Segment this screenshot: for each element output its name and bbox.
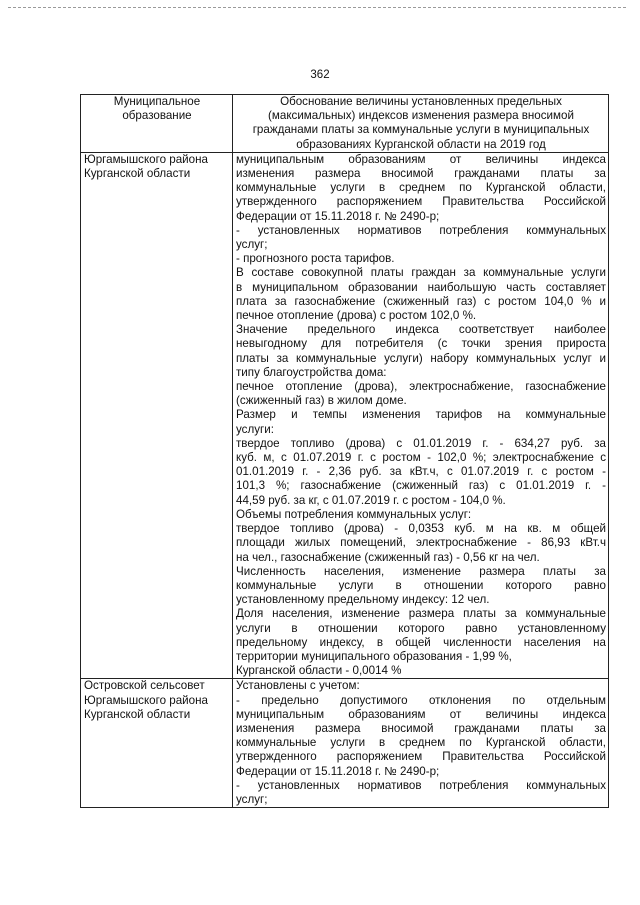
- text-line: муниципальным образованиям от величины индекса: [236, 152, 606, 166]
- text-line: - предельно допустимого отклонения по отдельным: [236, 693, 606, 707]
- municipality-line: Юргамышского района: [84, 152, 208, 166]
- header-line: (максимальных) индексов изменения размера вносимой: [268, 109, 574, 123]
- text-line: 101,3 %; газоснабжение (сжиженный газ) с 01.01.2019 г. -: [236, 479, 606, 493]
- text-line: площади жилых помещений, электроснабжение - 86,93 кВт.ч: [236, 536, 606, 550]
- text-line: услуги:: [236, 422, 274, 436]
- text-line: печное отопление (дрова) с ростом 102,0 %.: [236, 309, 477, 323]
- header-line: Обоснование величины установленных предельных: [280, 95, 562, 108]
- text-line: утвержденного распоряжением Правительства Российской: [236, 195, 606, 209]
- table-row: [81, 679, 609, 808]
- text-line: предельному индексу, в общей численности населения на: [236, 635, 606, 649]
- text-line: типу благоустройства дома:: [236, 365, 387, 379]
- text-line: куб. м, с 01.07.2019 г. с ростом - 102,0 %; электроснабжение с: [236, 451, 606, 465]
- scan-top-edge: [8, 7, 626, 8]
- municipality-line: Курганской области: [84, 707, 191, 721]
- municipality-cell: [81, 152, 233, 679]
- header-municipality: [81, 95, 233, 153]
- page-number: 362: [310, 69, 330, 81]
- municipality-cell: [81, 679, 233, 808]
- text-line: - прогнозного роста тарифов.: [236, 252, 395, 266]
- text-line: твердое топливо (дрова) с 01.01.2019 г. - 634,27 руб. за: [236, 436, 606, 450]
- header-line: образованиях Курганской области на 2019 год: [296, 137, 546, 151]
- text-line: в муниципальном образовании наибольшую часть составляет: [236, 280, 606, 294]
- text-line: муниципальным образованиям от величины индекса: [236, 707, 606, 721]
- text-line: плата за газоснабжение (сжиженный газ) с ростом 104,0 % и: [236, 294, 606, 308]
- text-line: Доля населения, изменение размера платы за коммунальные: [236, 607, 606, 621]
- text-line: коммунальные услуги в среднем по Курганской области,: [236, 736, 606, 750]
- text-line: Значение предельного индекса соответствует наиболее: [236, 323, 606, 337]
- text-line: территории муниципального образования - 1,99 %,: [236, 649, 512, 663]
- text-line: услуги в отношении которого равно установленному: [236, 621, 606, 635]
- text-line: - установленных нормативов потребления коммунальных: [236, 778, 606, 792]
- text-line: услуг;: [236, 238, 268, 252]
- text-line: невыгодному для потребителя (с точки зрения прироста: [236, 337, 606, 351]
- text-line: на чел., газоснабжение (сжиженный газ) - 0,56 кг на чел.: [236, 550, 540, 564]
- text-line: коммунальные услуги в отношении которого равно: [236, 578, 606, 592]
- text-line: (сжиженный газ) в жилом доме.: [236, 394, 407, 408]
- text-line: утвержденного распоряжением Правительства Российской: [236, 750, 606, 764]
- text-line: В составе совокупной платы граждан за коммунальные услуги: [236, 266, 606, 280]
- text-line: Размер и темпы изменения тарифов на коммунальные: [236, 408, 606, 422]
- text-line: установленному предельному индексу: 12 чел.: [236, 593, 490, 607]
- header-justification: [233, 95, 609, 153]
- header-line: образование: [122, 109, 192, 123]
- text-line: Федерации от 15.11.2018 г. № 2490-р;: [236, 764, 440, 778]
- municipality-line: Островской сельсовет: [84, 679, 205, 693]
- text-line: - установленных нормативов потребления коммунальных: [236, 223, 606, 237]
- text-line: Объемы потребления коммунальных услуг:: [236, 507, 472, 521]
- text-line: 01.01.2019 г. - 2,36 руб. за кВт.ч, с 01.07.2019 г. с ростом -: [236, 465, 606, 479]
- text-line: изменения размера вносимой гражданами платы за: [236, 167, 606, 181]
- text-line: Установлены с учетом:: [236, 679, 360, 693]
- municipality-line: Курганской области: [84, 167, 191, 181]
- text-line: коммунальные услуги в среднем по Курганской области,: [236, 181, 606, 195]
- text-line: услуг;: [236, 792, 268, 806]
- header-line: гражданами платы за коммунальные услуги в муниципальных: [252, 123, 590, 137]
- tariff-justification-table: [80, 94, 609, 808]
- text-line: 44,59 руб. за кг, с 01.07.2019 г. с ростом - 104,0 %.: [236, 493, 506, 507]
- justification-cell: [233, 152, 609, 679]
- header-line: Муниципальное: [113, 95, 201, 108]
- text-line: Численность населения, изменение размера платы за: [236, 564, 606, 578]
- text-line: печное отопление (дрова), электроснабжение, газоснабжение: [236, 380, 606, 394]
- table-row: [81, 152, 609, 679]
- justification-cell: [233, 679, 609, 808]
- text-line: платы за коммунальные услуги) набору коммунальных услуг и: [236, 351, 606, 365]
- table-header-row: [81, 95, 609, 153]
- text-line: твердое топливо (дрова) - 0,0353 куб. м на кв. м общей: [236, 522, 606, 536]
- text-line: изменения размера вносимой гражданами платы за: [236, 721, 606, 735]
- text-line: Курганской области - 0,0014 %: [236, 664, 402, 678]
- municipality-line: Юргамышского района: [84, 693, 208, 707]
- text-line: Федерации от 15.11.2018 г. № 2490-р;: [236, 209, 440, 223]
